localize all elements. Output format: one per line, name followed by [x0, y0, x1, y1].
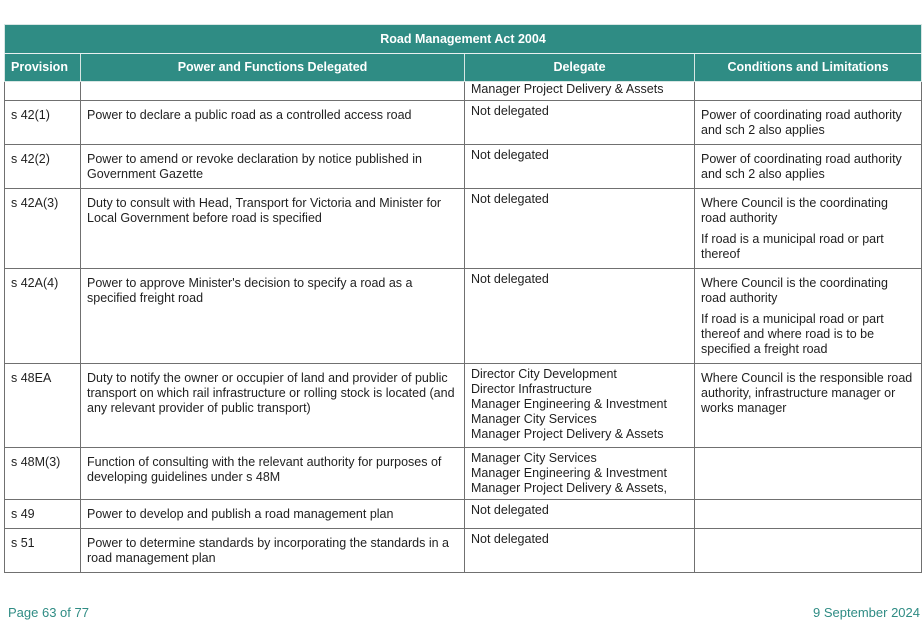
header-delegate: Delegate [465, 54, 695, 82]
table-body [5, 82, 922, 573]
delegate-name: Manager Engineering & Investment [471, 466, 667, 480]
conditions-cell [695, 145, 922, 189]
document-date: 9 September 2024 [813, 605, 920, 620]
delegate-name: Manager Engineering & Investment [471, 397, 667, 411]
condition-text: Where Council is the coordinating road authority [701, 276, 888, 305]
conditions-cell [695, 101, 922, 145]
delegation-table [4, 24, 922, 573]
power-cell: Duty to notify the owner or occupier of land and provider of public transport on which rail infrastructure or rolling stock is located (and any relevant provider of public transport) [81, 364, 465, 448]
delegate-cell [465, 101, 695, 145]
table-title: Road Management Act 2004 [5, 25, 922, 54]
power-cell: Function of consulting with the relevant authority for purposes of developing guidelines under s 48M [81, 448, 465, 500]
delegate-cell [465, 145, 695, 189]
condition-text: If road is a municipal road or part thereof [701, 232, 884, 261]
provision-cell: s 42(1) [5, 101, 81, 145]
delegate-name: Manager Project Delivery & Assets, [471, 481, 667, 495]
provision-cell: s 48EA [5, 364, 81, 448]
conditions-cell [695, 448, 922, 500]
provision-cell: s 42(2) [5, 145, 81, 189]
table-row [5, 82, 922, 101]
power-cell: Power to determine standards by incorporating the standards in a road management plan [81, 529, 465, 573]
header-provision: Provision [5, 54, 81, 82]
delegate-name: Manager City Services [471, 451, 597, 465]
table-row [5, 364, 922, 448]
power-cell: Power to develop and publish a road management plan [81, 500, 465, 529]
condition-text: If road is a municipal road or part thereof and where road is to be specified a freight road [701, 312, 884, 356]
power-cell: Power to declare a public road as a controlled access road [81, 101, 465, 145]
delegate-name: Director City Development [471, 367, 617, 381]
conditions-cell [695, 529, 922, 573]
delegate-cell [465, 269, 695, 364]
delegate-name: Not delegated [471, 532, 549, 546]
provision-cell: s 49 [5, 500, 81, 529]
power-cell [81, 82, 465, 101]
power-cell: Power to approve Minister's decision to specify a road as a specified freight road [81, 269, 465, 364]
provision-cell: s 51 [5, 529, 81, 573]
table-row [5, 269, 922, 364]
condition-text: Where Council is the responsible road authority, infrastructure manager or works manager [701, 371, 913, 415]
table-row [5, 145, 922, 189]
table-row [5, 448, 922, 500]
delegate-cell [465, 189, 695, 269]
delegate-name: Not delegated [471, 192, 549, 206]
delegate-cell [465, 448, 695, 500]
delegate-name: Not delegated [471, 503, 549, 517]
delegate-cell [465, 529, 695, 573]
delegate-cell [465, 364, 695, 448]
table-row [5, 529, 922, 573]
delegate-name: Manager Project Delivery & Assets [471, 427, 664, 441]
conditions-cell [695, 364, 922, 448]
power-cell: Power to amend or revoke declaration by notice published in Government Gazette [81, 145, 465, 189]
table-row [5, 101, 922, 145]
delegate-name: Manager City Services [471, 412, 597, 426]
conditions-cell [695, 82, 922, 101]
delegate-name: Not delegated [471, 272, 549, 286]
provision-cell: s 42A(4) [5, 269, 81, 364]
conditions-cell [695, 269, 922, 364]
provision-cell [5, 82, 81, 101]
provision-cell: s 48M(3) [5, 448, 81, 500]
delegate-cell [465, 82, 695, 101]
conditions-cell [695, 189, 922, 269]
delegate-cell [465, 500, 695, 529]
provision-cell: s 42A(3) [5, 189, 81, 269]
conditions-cell [695, 500, 922, 529]
delegate-name: Not delegated [471, 104, 549, 118]
delegate-name: Not delegated [471, 148, 549, 162]
header-conditions: Conditions and Limitations [695, 54, 922, 82]
table-row [5, 189, 922, 269]
header-power: Power and Functions Delegated [81, 54, 465, 82]
power-cell: Duty to consult with Head, Transport for Victoria and Minister for Local Government before road is specified [81, 189, 465, 269]
delegation-page [4, 24, 921, 573]
condition-text: Power of coordinating road authority and sch 2 also applies [701, 108, 902, 137]
delegate-name: Director Infrastructure [471, 382, 592, 396]
delegate-name: Manager Project Delivery & Assets [471, 82, 664, 96]
condition-text: Power of coordinating road authority and sch 2 also applies [701, 152, 902, 181]
table-row [5, 500, 922, 529]
condition-text: Where Council is the coordinating road authority [701, 196, 888, 225]
page-number: Page 63 of 77 [8, 605, 89, 620]
